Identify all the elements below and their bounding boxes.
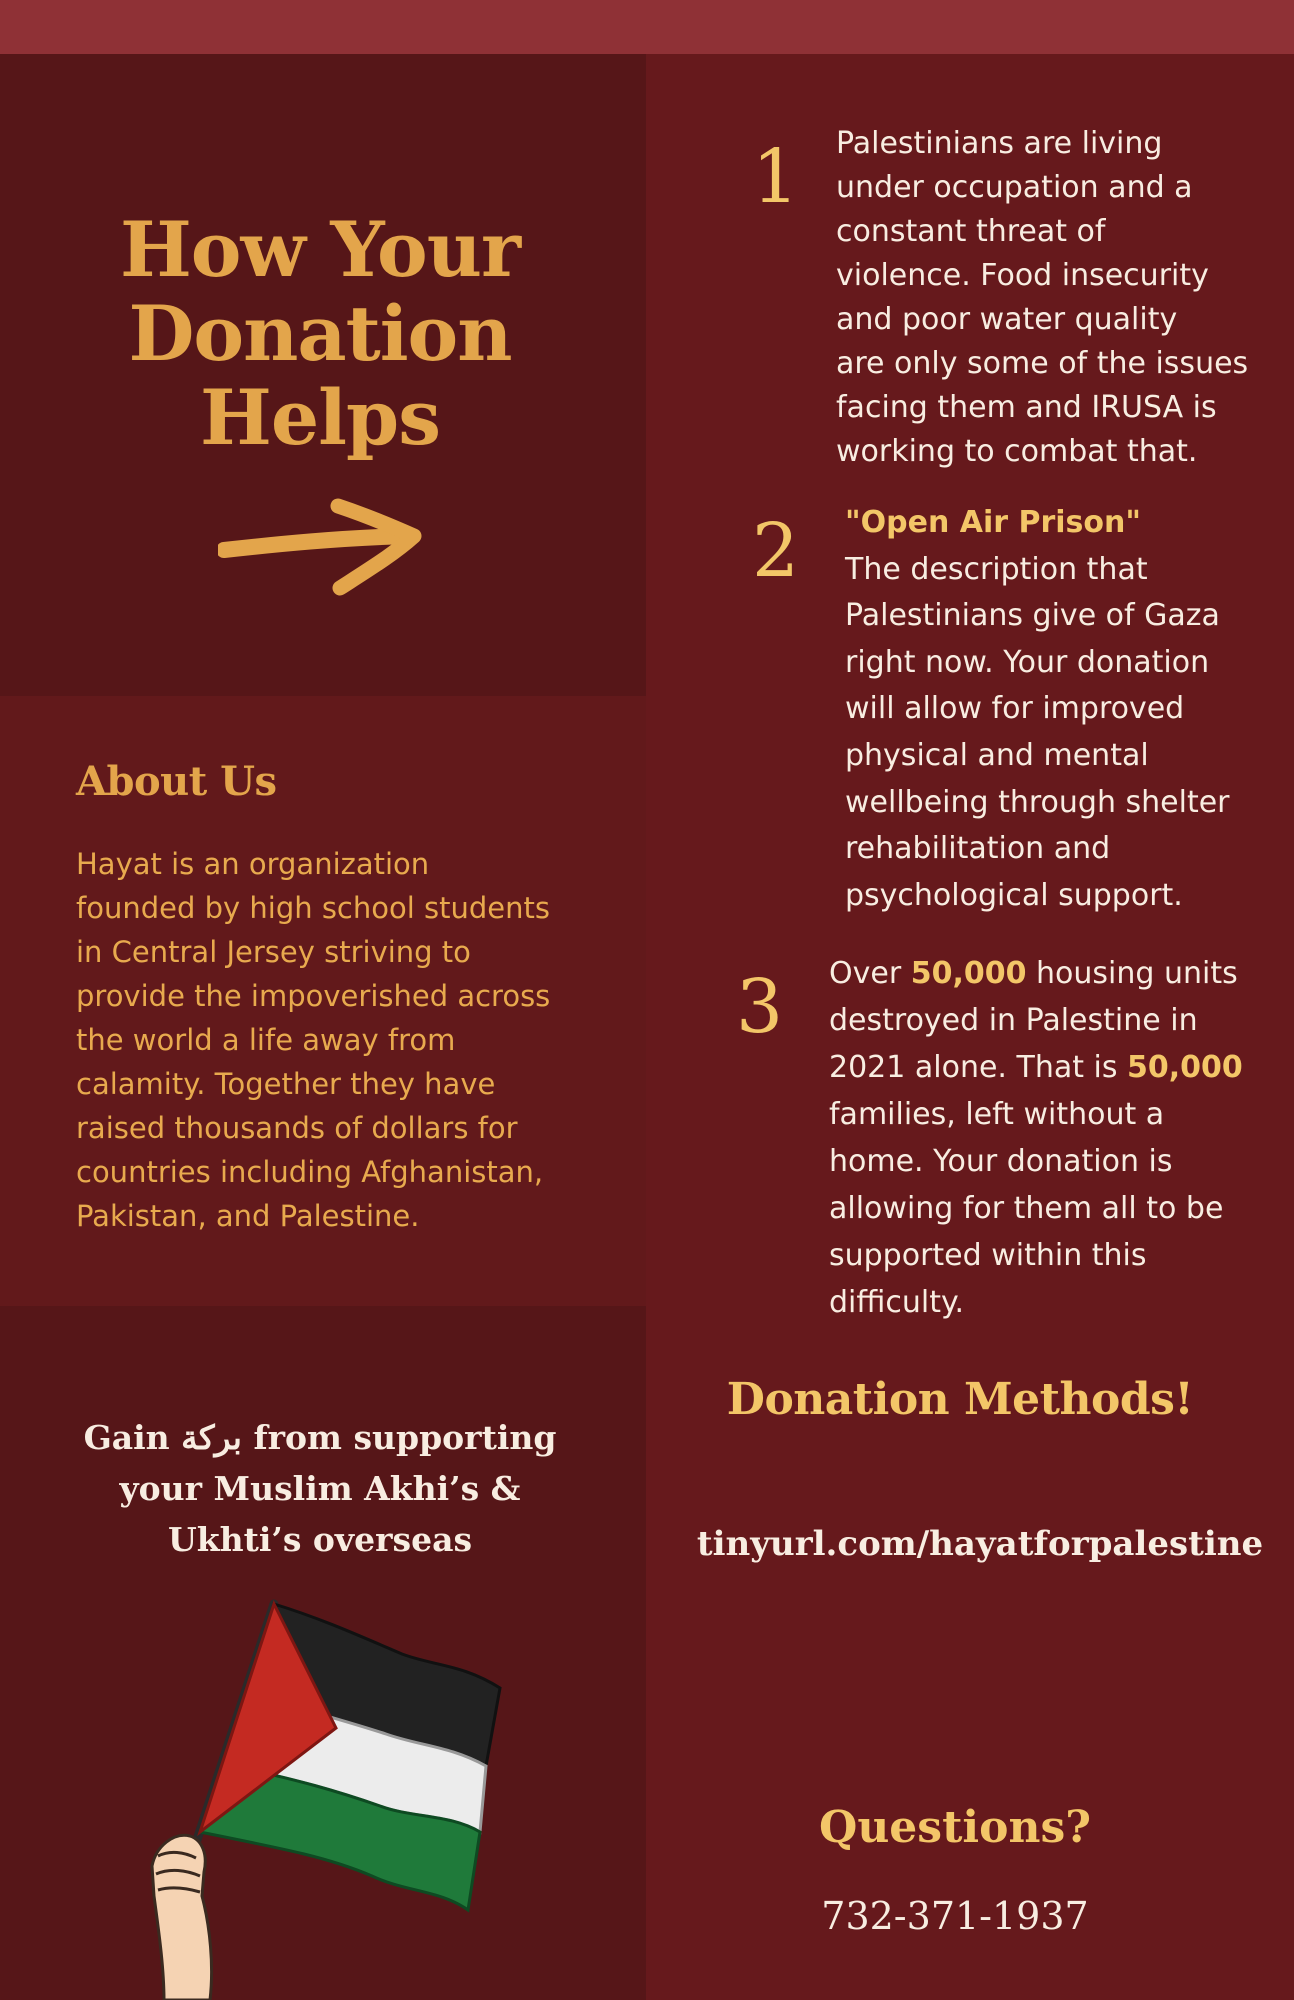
point-line: are only some of the issues: [836, 346, 1249, 381]
point-line: home. Your donation is: [829, 1144, 1173, 1179]
text-run: housing units: [1026, 956, 1238, 991]
gain-text: [40, 1412, 600, 1565]
about-line: Pakistan, and Palestine.: [76, 1199, 420, 1233]
about-line: in Central Jersey striving to: [76, 935, 471, 969]
questions-heading: Questions?: [818, 1802, 1091, 1853]
point-line: destroyed in Palestine in: [829, 1003, 1198, 1038]
point-line: will allow for improved: [845, 691, 1185, 727]
phone-number[interactable]: 732-371-1937: [821, 1894, 1089, 1938]
point-line: difficulty.: [829, 1285, 964, 1320]
point-line: and poor water quality: [836, 302, 1178, 337]
arrow-right-icon: [218, 498, 424, 598]
point-line: The description that: [845, 551, 1148, 587]
point-line: wellbeing through shelter: [845, 784, 1230, 820]
point-number: 3: [736, 964, 784, 1050]
about-line: provide the impoverished across: [76, 979, 551, 1013]
point-line: Palestinians are living: [836, 126, 1163, 161]
gain-line: Ukhti’s overseas: [167, 1520, 473, 1559]
top-bar: [0, 0, 1294, 54]
about-line: the world a life away from: [76, 1023, 456, 1057]
page-title: [40, 205, 600, 462]
point-heading: "Open Air Prison": [845, 505, 1142, 540]
gain-line: your Muslim Akhi’s &: [119, 1469, 521, 1508]
point-line: working to combat that.: [836, 434, 1198, 469]
about-line: founded by high school students: [76, 891, 550, 925]
title-line: Donation: [128, 289, 512, 378]
gain-line: Gain بركة from supporting: [83, 1418, 557, 1457]
point-number: 1: [752, 134, 800, 220]
point-line: violence. Food insecurity: [836, 258, 1209, 293]
point-line: right now. Your donation: [845, 644, 1210, 680]
text-run: Over: [829, 956, 911, 991]
point-line: facing them and IRUSA is: [836, 390, 1217, 425]
point-line: physical and mental: [845, 737, 1149, 773]
highlight-number: 50,000: [1127, 1050, 1243, 1085]
point-2-text: [845, 500, 1230, 919]
point-3-text: [829, 950, 1243, 1326]
donation-link[interactable]: tinyurl.com/hayatforpalestine: [696, 1524, 1264, 1564]
point-line: supported within this: [829, 1238, 1147, 1273]
point-line: under occupation and a: [836, 170, 1193, 205]
point-1-text: [836, 122, 1248, 474]
about-text: [76, 842, 596, 1238]
point-line: constant threat of: [836, 214, 1106, 249]
point-line: [829, 1044, 1243, 1091]
point-line: rehabilitation and: [845, 831, 1111, 867]
point-number: 2: [752, 508, 800, 594]
point-line: Palestinians give of Gaza: [845, 598, 1220, 634]
about-heading: About Us: [76, 758, 277, 805]
point-line: [829, 950, 1243, 997]
text-run: 2021 alone. That is: [829, 1050, 1128, 1085]
donation-methods-heading: Donation Methods!: [726, 1374, 1194, 1425]
point-line: families, left without a: [829, 1097, 1165, 1132]
palestine-flag-illustration: [150, 1596, 520, 2000]
point-line: psychological support.: [845, 877, 1183, 913]
about-line: Hayat is an organization: [76, 847, 430, 881]
highlight-number: 50,000: [910, 956, 1027, 991]
title-line: Helps: [200, 373, 440, 462]
title-line: How Your: [119, 205, 521, 294]
point-line: allowing for them all to be: [829, 1191, 1224, 1226]
about-line: countries including Afghanistan,: [76, 1155, 544, 1189]
about-line: calamity. Together they have: [76, 1067, 496, 1101]
about-line: raised thousands of dollars for: [76, 1111, 518, 1145]
